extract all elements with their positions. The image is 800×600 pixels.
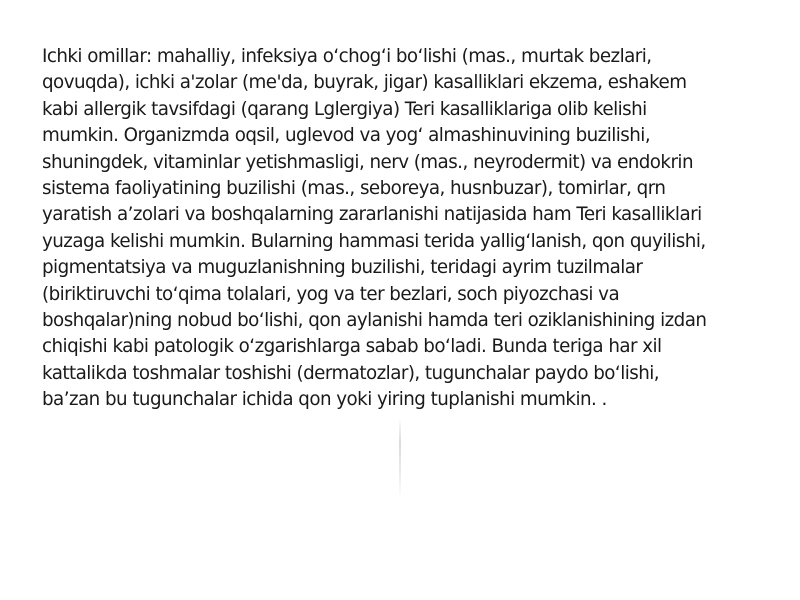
scan-artifact-line [399, 418, 401, 498]
paragraph-line-5: shuningdek, vitaminlar yetishmasligi, nerv (mas., neyrodermit) va endokrin [42, 151, 693, 173]
paragraph-line-8: yuzaga kelishi mumkin. Bularning hammasi terida yallig‘lanish, qon quyilishi, [42, 230, 706, 252]
paragraph-line-4: mumkin. Organizmda oqsil, uglevod va yog‘ almashinuvining buzilishi, [42, 125, 651, 147]
paragraph-line-13: kattalikda toshmalar toshishi (dermatozlar), tugunchalar paydo bo‘lishi, [42, 362, 660, 384]
paragraph-line-11: boshqalar)ning nobud bo‘lishi, qon aylanishi hamda teri oziklanishining izdan [42, 310, 707, 332]
paragraph-line-1: Ichki omillar: mahalliy, infeksiya o‘chog‘i bo‘lishi (mas., murtak bezlari, [42, 46, 652, 67]
paragraph-line-14: ba’zan bu tugunchalar ichida qon yoki yiring tuplanishi mumkin. . [42, 389, 607, 411]
paragraph-line-6: sistema faoliyatining buzilishi (mas., seboreya, husnbuzar), tomirlar, qrn [42, 178, 666, 200]
paragraph-line-10: (biriktiruvchi to‘qima tolalari, yog va ter bezlari, soch piyozchasi va [42, 283, 620, 305]
paragraph-line-9: pigmentatsiya va muguzlanishning buzilishi, teridagi ayrim tuzilmalar [42, 257, 643, 279]
body-paragraph [42, 44, 767, 414]
paragraph-line-7: yaratish a’zolari va boshqalarning zararlanishi natijasida ham Teri kasalliklari [42, 204, 702, 226]
paragraph-line-12: chiqishi kabi patologik o‘zgarishlarga sabab bo‘ladi. Bunda teriga har xil [42, 336, 662, 358]
paragraph-line-2: qovuqda), ichki a'zolar (me'da, buyrak, jigar) kasalliklari ekzema, eshakem [42, 72, 687, 94]
paragraph-line-3: kabi allergik tavsifdagi (qarang Lglergiya) Teri kasalliklariga olib kelishi [42, 98, 647, 120]
